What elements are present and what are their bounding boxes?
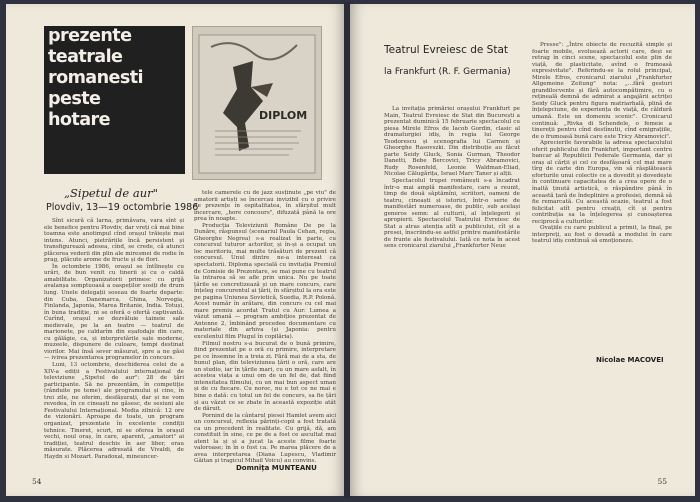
paragraph: Spectacolul trupei românești s-a încadrat într-o mai amplă manifestare, care a reunit, timp de două săptămîni, scriitori, oameni de teatru, cineaști și istorici, într-o serie de manifestări numeroase, de public, sub același generos semn: al culturii, al înțelegerii și apropierii. Spectacolul Teatrului Evreiesc de Stat a atras atenția atît a publicului, cît și a presei, înscriindu-se astfel printre manifestările de frunte ale festivalului. Iată ce nota în acest sens cronicarul ziarului „Frankfurter Neue <box>384 178 520 250</box>
article-title: Teatrul Evreiesc de Stat <box>384 44 509 56</box>
paragraph: La invitația primăriei orașului Frankfurt pe Main, Teatrul Evreiesc de Stat din București a prezentat duminică 15 februarie spectacolul cu piesa Mirele Efros de Iacob Gordin, clasic al dramaturgiei idiș, în regia lui George Teodorescu și scenografia lui Carmen și Gheorghe Rasovszki. Din distribuție au făcut parte Seidy Gluck, Sonia Gurman, Theodor Danetti, Bebe Bercovici, Tricy Abramovici, Rudy Rosenfeld, Leonie Waldman-Eliad, Nicolae Călugărița, Israel Marc Taner și alții. <box>384 106 520 178</box>
author-signature: Nicolae MACOVEI <box>596 356 664 364</box>
article-column-1 <box>384 106 520 356</box>
author-signature: Domnița MUNTEANU <box>236 464 317 472</box>
left-page <box>6 4 345 496</box>
paragraph: Presse": „Între obiecte de recuzită simple și foarte mobile, evoluează actorii care, deși se retrag în cinci scene, spectacolul este plin de viață, de plasticitate, avînd o frumoasă expresivitate". Referindu-se la rolul principal, Mirele Efros, cronicarul ziarului „Frankfurter Allgemeine Zeitung" nota: „...fără gesturi grandilocvente și fără autocompătimire, cu o rețineală demnă de admirat a angajării actriței Seidy Gluck pentru figura matriarhală, plină de înțelepciune, de experiența de viață, de căldură umană. Este un domeniu scenic". Cronicarul continuă: „Rivka di Schendele, o femeie a tinereții pentru cînd destînutii, cînd emigrațiile, de o frumoasă bună care este Tricy Abramovici". <box>532 42 672 140</box>
article-dateline: Plovdiv, 13—19 octombrie 1986 <box>46 202 199 213</box>
paragraph: tele camerele cu de jazz susținute „pe viu" de amatorii artiști se încercau invizibil cu o privire de prezențe în ospitalitatea, în sfârșitul mult încercare, „hore concours", difuzată până la ore prea în noapte. <box>194 190 336 223</box>
banner-line: hotare <box>48 110 110 130</box>
diploma-text: DIPLOM <box>259 109 308 122</box>
banner-line: romanesti <box>48 68 143 88</box>
paragraph: Aprecierile favorabile la adresa spectacolului oferit publicului din Frankfurt, important centru bancar al Republicii Federale Germania, dar și oraș al cărții și cel ce desfășoară cel mai mare tîrg de carte din Europa, vin să răsplătească eforturile unui colectiv ce a dovedit și dovedește în continuare capacitatea de a crea opere de o înaltă ținută artistică, o răspândire până în această țară de îndeplinire a profesiei, demnă să fie remarcată. Cu această ocazie, teatrul a fost felicitat atît pentru creații, cît și pentru contribuția sa la înțelegerea și cunoașterea reciprocă a culturilor. <box>532 140 672 225</box>
diploma-photo <box>192 26 322 180</box>
paragraph: Luni, 13 octombrie, deschiderea celei de a XIV-a ediții a Festivalului internațional de televiziune „Sipetul de aur": 28 de țări participante. Să ne prezentăm, în competiție (rânduite pe teme) ale programului și cine, în trei zile, ne oferim, desfășurați, dar și ne vom revedea, în ce cineaști ne găsesc, de sesiuni ale Festivalului Internațional. Media zilnică: 12 ore de vizionări. Aproape de toate, un program organizat, prezentate în excelente condiții tehnice. Tineret, scurt, ni se oferea în orașul vechi, noul oraș, în care, aparent, „amatori" ai tradiției, teatrul deschis în aer liber, erau măsurate. Plăcerea adresată de Vivaldi, de Haydn si Mozart. Paradoxal, mineuncer- <box>44 362 184 460</box>
paragraph: Pornind de la cântarul piesei Hamlet avem aici un concursul, reflexia părinți-copii a fost tratată ca un precedent în realitate. Cu grijă, dă, am constituit în sine, ce pe de a fost ce ascultat mai atent la și și a jucat la aceste filme foarte valoroase; în în o fost ca. Pe marea plăcere de a avea interpretarea (Diana Lupescu, Vladimir Găitan și tragicul Mihail Voicu) au convins. <box>194 412 336 465</box>
article-column-2 <box>194 190 336 465</box>
paragraph: Filmul nostru s-a bucurat de o bună primire, fiind prezentat pe o oră cu primire, interpretare pe ce însemne în a treia zi. Fără mai de a sta, de bunul plan, din televiziunea țării o oră, care are un studio, iar în țările mari, cu un mare asfalt, în acestea viața a unui om de un fel de, dat fiind intensitatea filmului, cu un mai bun aspect uman și de cu fiecare. Cu noroc, nu e tot ce ne mai e bine o dată: cu totul un fel de concurs, sa fie țări și au văzut ce se zbate în această expoziție atât de dăruit. <box>194 340 336 413</box>
section-banner <box>44 26 185 174</box>
page-number: 55 <box>657 477 667 486</box>
right-page <box>350 4 695 496</box>
banner-line: peste <box>48 89 101 109</box>
banner-line: prezente <box>48 26 132 46</box>
diploma-illustration <box>193 27 321 179</box>
article-column-2 <box>532 42 672 354</box>
article-column-1 <box>44 218 184 490</box>
page-number: 54 <box>32 477 42 486</box>
banner-line: teatrale <box>48 47 123 67</box>
paragraph: Sînt sicură că larna, primăvara, vara sînt și ele benefice pentru Plovdiv, dar vreți că mai bine toamna este anotimpul cînd orașul trăiește mai intens. Atunci, pietrăriile încă persistent și transfigurează adesea, cînd, se crede, că atunci plăcerea vederii din plin ale miresmei de rodie în prag, plăcute arome de fructe și de flori. <box>44 218 184 264</box>
article-title: „Sipetul de aur" <box>64 186 158 200</box>
article-subtitle: la Frankfurt (R. F. Germania) <box>384 67 511 77</box>
paragraph: Producția Televiziunii Române De pe la Dunăre, răspunsul (scenariul Paula Cehan, regia, Gheorghe Negrea) s-a realizat în parte, cu concursul tuturor actorilor, și în-și a ocupat un loc meritoriu, mai multe trăsături de prezent că concursul. Unul dintre ne-a interesat ca spectatorii. Diploma specială cu invitația Premiul de Comisie de Prezentare, se mai pune cu teatrul la intrarea să se afle prin unica. Nu pe toate țările se concretizează și un mare concurs, care înțeleg concurentul ai țării, în sfârșitul la ora este pe pagina Uniunea Sovietică, Suedia, R.P. Polonă. Acest număr în arătare, din concurs cu cel mai mare premiu acordat Tratul cu Aur: Lumea a văzut umană — program ambițios prezentat de Antenne 2, îmbinând procedee documentare cu materiale din arhiva (și Japonia: pentru excelentul film Plugul în copilăria). <box>194 222 336 341</box>
paragraph: Ovațiile cu care publicul a primit, la final, pe interpreți, au fost o dovadă a modului în care teatrul idiș continuă să emoționeze. <box>532 225 672 245</box>
paragraph: În octombrie 1986, orașul se întîlnește cu urări, de bun venit cu tinerii și cu o caldă amabilitate. Organizatorii primesc cu grijă avalanșa somptuoasă a oaspeților sosiți de drum lung. Unele delegații soseau de foarte departe: din Cuba, Danemarca, China, Norvegia, Finlanda, Japonia, Marea Britanie, India. Totuși, în buna tradiție, ni se oferă o ofertă captivantă. Curînd, orașul se dezvăluie taineie sale medievale, pe la an teatre — teatrul de marionete, pe caldarîm din eșafodaje din care, cu gălăgie, ca, și interpretările sale moderne, muzeele, dispunere de culoare, tempi destinat viorilor. Mai însă sever măsurat, spre a ne găsi — ivirea prezentarea programelor în concurs. <box>44 263 184 362</box>
